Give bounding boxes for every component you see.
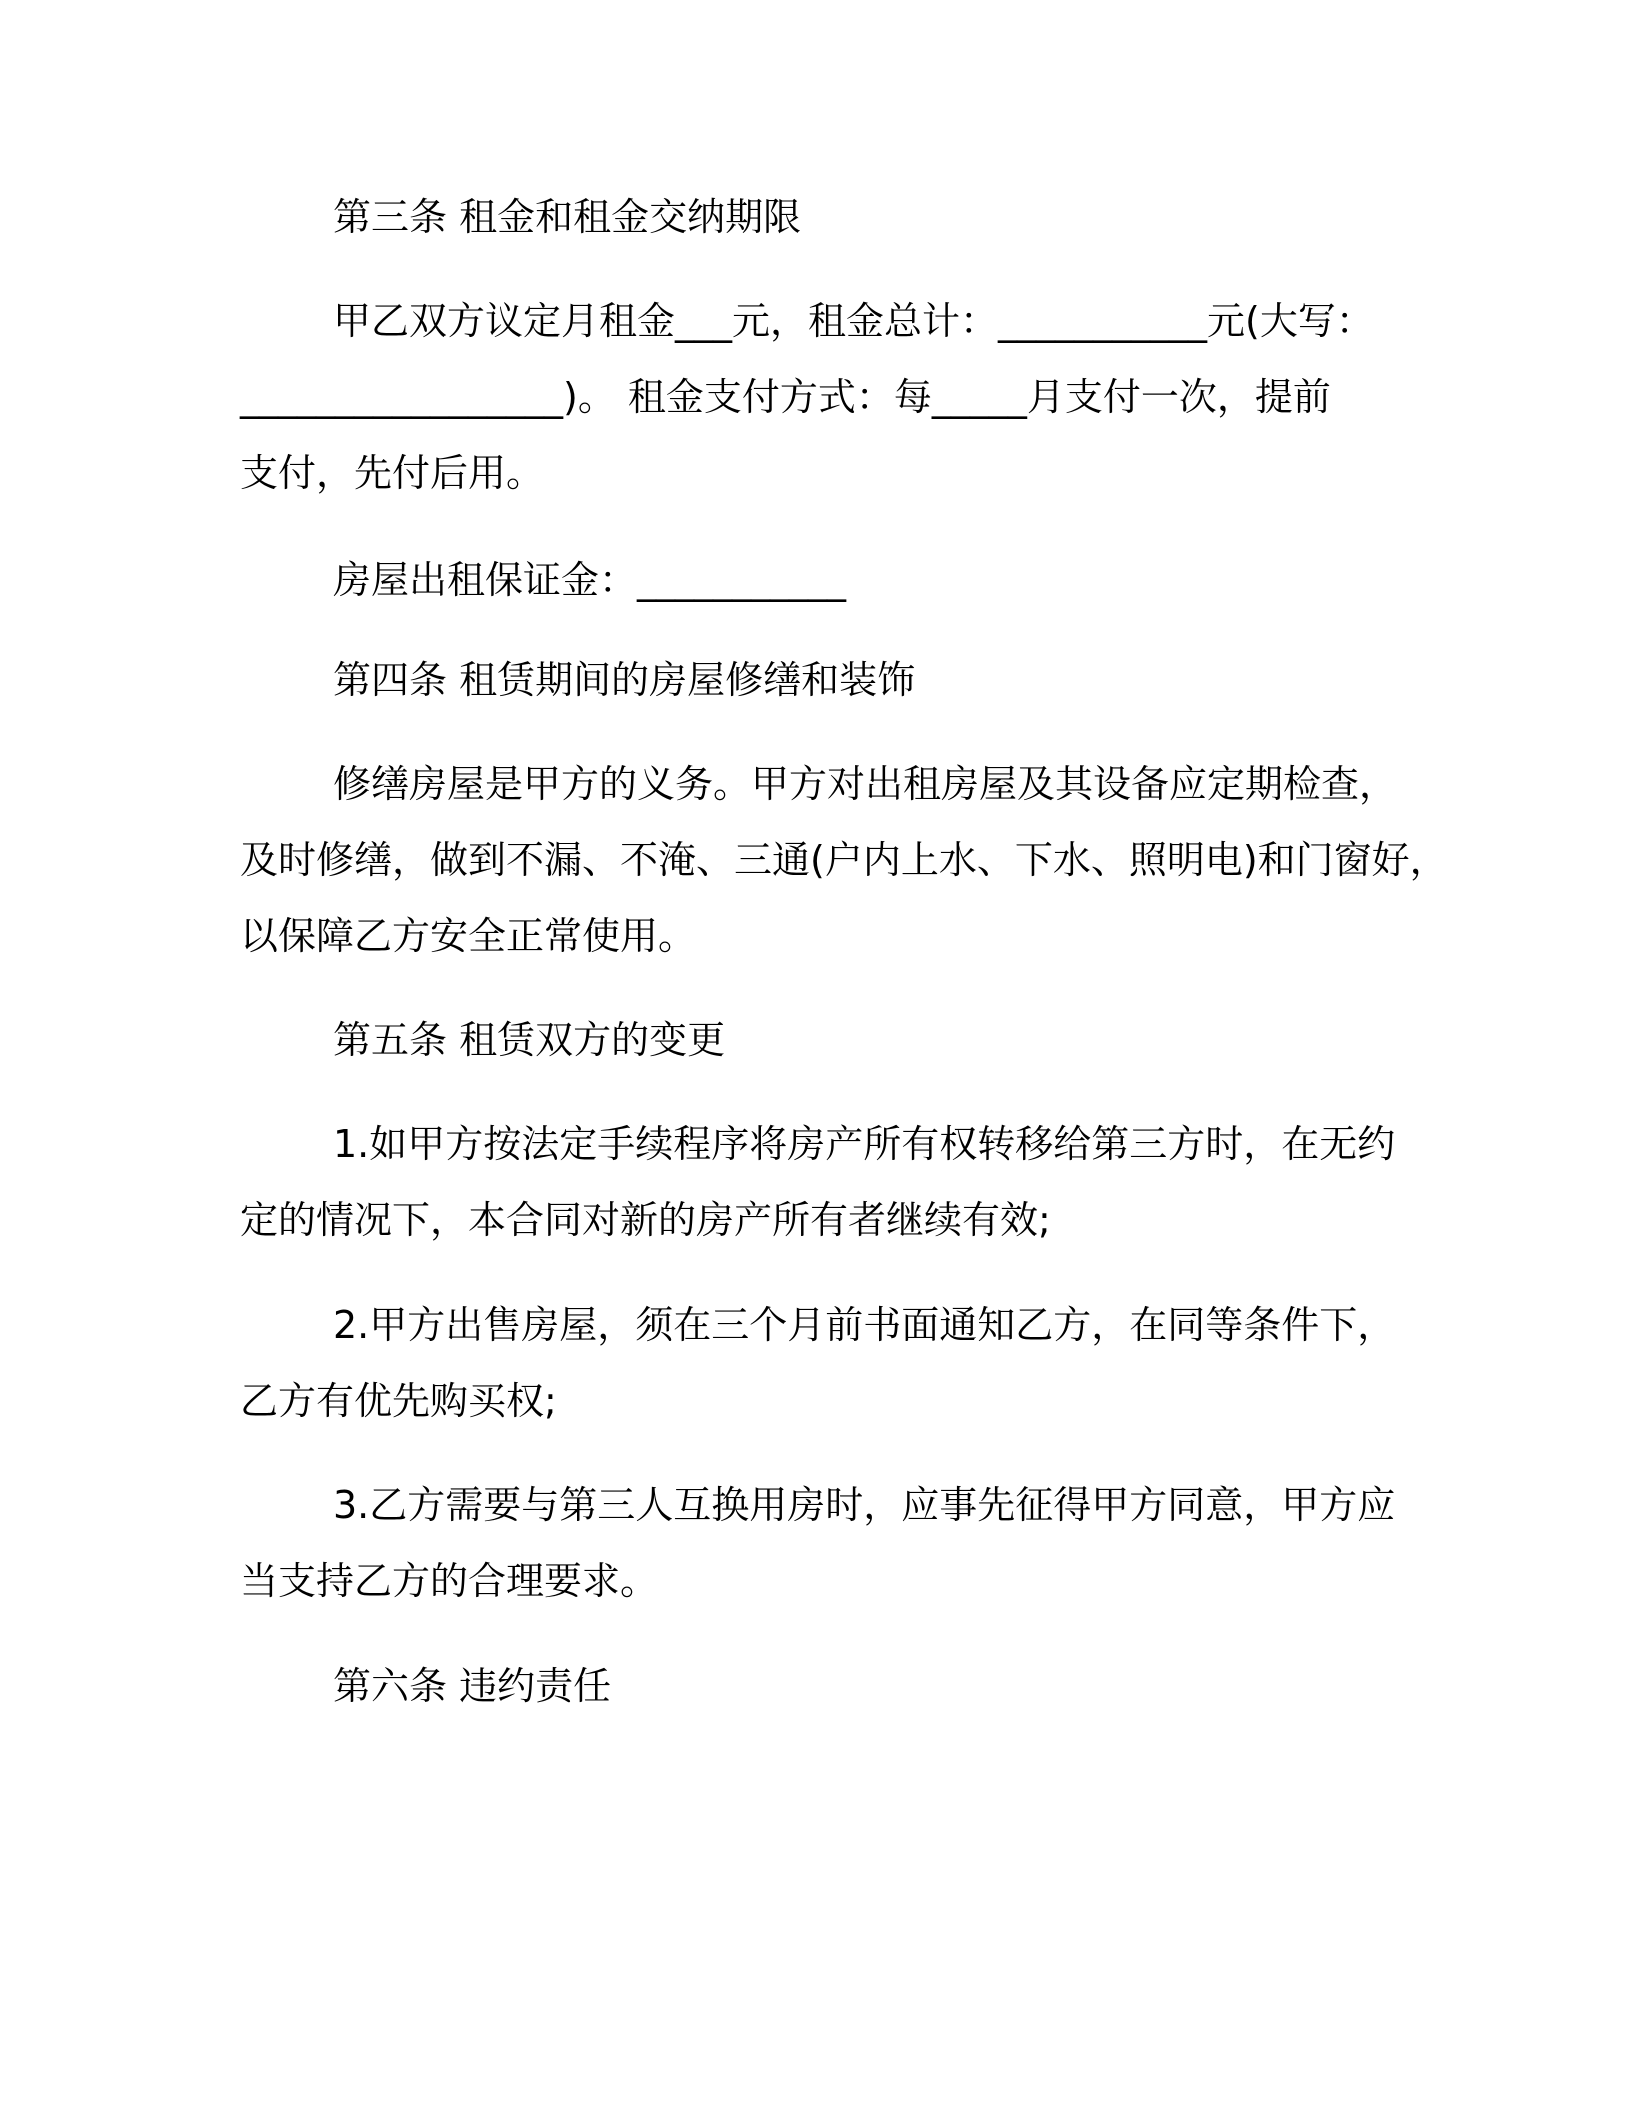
repair-paragraph-line-3: 以保障乙方安全正常使用。: [240, 914, 697, 958]
rent-paragraph-line-3: 支付，先付后用。: [240, 451, 545, 495]
item-1-line-1: 1.如甲方按法定手续程序将房产所有权转移给第三方时，在无约: [333, 1122, 1396, 1166]
item-3-line-1: 3.乙方需要与第三人互换用房时，应事先征得甲方同意，甲方应: [333, 1483, 1396, 1527]
rent-paragraph-line-1: 甲乙双方议定月租金___元，租金总计：___________元(大写：: [333, 299, 1374, 343]
rent-paragraph-line-2: _________________)。 租金支付方式：每_____月支付一次，提前: [240, 375, 1331, 419]
article-5-heading: 第五条 租赁双方的变更: [333, 1018, 726, 1062]
item-3-line-2: 当支持乙方的合理要求。: [240, 1559, 659, 1603]
item-1-line-2: 定的情况下，本合同对新的房产所有者继续有效;: [240, 1198, 1051, 1242]
item-2-line-2: 乙方有优先购买权;: [240, 1379, 557, 1423]
repair-paragraph-line-2: 及时修缮，做到不漏、不淹、三通(户内上水、下水、照明电)和门窗好，: [240, 838, 1448, 882]
article-3-heading: 第三条 租金和租金交纳期限: [333, 195, 802, 239]
article-6-heading: 第六条 违约责任: [333, 1664, 612, 1708]
deposit-line: 房屋出租保证金：___________: [333, 558, 847, 602]
item-2-line-1: 2.甲方出售房屋，须在三个月前书面通知乙方，在同等条件下，: [333, 1303, 1396, 1347]
article-4-heading: 第四条 租赁期间的房屋修缮和装饰: [333, 658, 916, 702]
repair-paragraph-line-1: 修缮房屋是甲方的义务。甲方对出租房屋及其设备应定期检查，: [333, 762, 1398, 806]
